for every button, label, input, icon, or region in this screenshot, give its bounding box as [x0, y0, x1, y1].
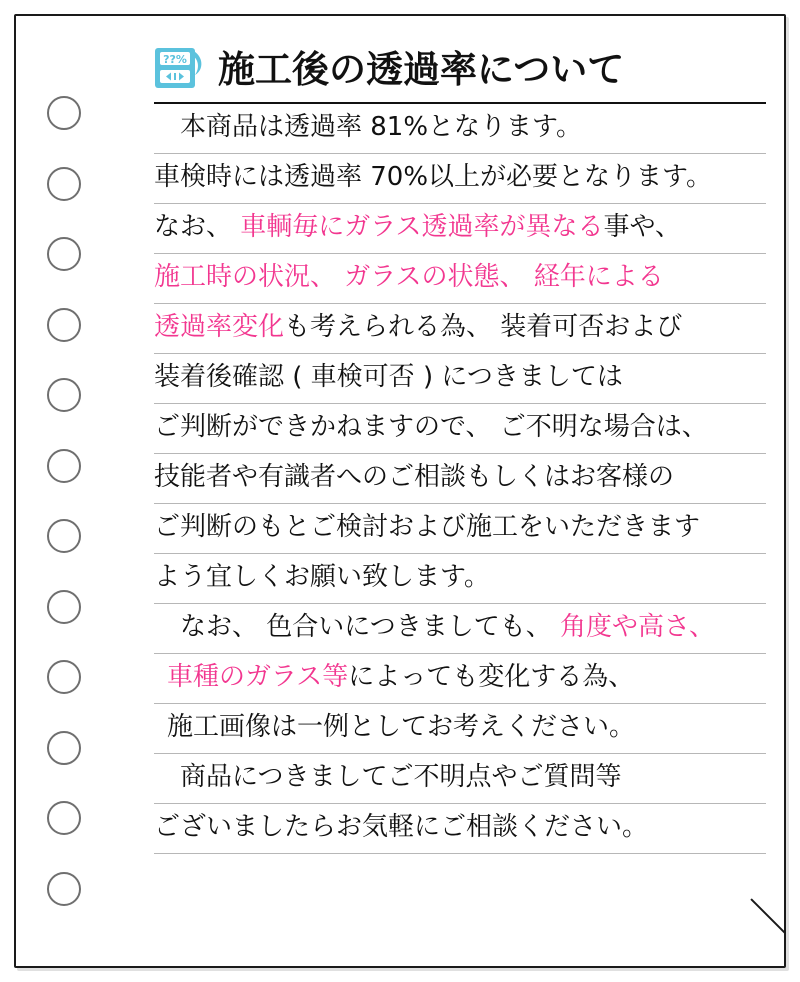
- text-line: [154, 754, 766, 804]
- line-segment: 事や、: [603, 211, 681, 242]
- line-segment: なお、 色合いにつきましても、: [180, 611, 552, 642]
- text-line: [154, 804, 766, 854]
- svg-text:??%: ??%: [163, 53, 187, 66]
- punch-hole: [47, 308, 81, 342]
- line-segment-highlight: 車種のガラス等: [167, 661, 349, 692]
- text-line: [154, 404, 766, 454]
- text-line: [154, 354, 766, 404]
- line-segment: 装着後確認 ( 車検可否 ) につきましては: [154, 361, 623, 392]
- text-line: [154, 504, 766, 554]
- punch-hole: [47, 590, 81, 624]
- line-segment: 本商品は透過率 81%となります。: [180, 111, 582, 142]
- punch-hole: [47, 731, 81, 765]
- text-line: [154, 454, 766, 504]
- text-line: [154, 154, 766, 204]
- paper-sheet: [14, 14, 786, 968]
- line-segment-highlight: 施工時の状況、 ガラスの状態、 経年による: [154, 261, 664, 292]
- punch-hole-column: [36, 96, 92, 906]
- line-segment: によっても変化する為、: [348, 661, 635, 692]
- line-segment: 施工画像は一例としてお考えください。: [167, 711, 636, 742]
- line-segment-highlight: 車輌毎にガラス透過率が異なる: [232, 211, 604, 242]
- ruled-text-block: [154, 104, 766, 854]
- line-segment: 技能者や有識者へのご相談もしくはお客様の: [154, 461, 675, 492]
- line-segment: 商品につきましてご不明点やご質問等: [180, 761, 622, 792]
- text-line: [154, 604, 766, 654]
- line-segment: 車検時には透過率 70%以上が必要となります。: [154, 161, 712, 192]
- text-line: [154, 554, 766, 604]
- punch-hole: [47, 660, 81, 694]
- punch-hole: [47, 519, 81, 553]
- line-segment: なお、: [154, 211, 233, 242]
- line-segment-highlight: 透過率変化: [154, 311, 285, 342]
- text-line: [154, 254, 766, 304]
- punch-hole: [47, 872, 81, 906]
- punch-hole: [47, 96, 81, 130]
- punch-hole: [47, 449, 81, 483]
- punch-hole: [47, 801, 81, 835]
- text-line: [154, 204, 766, 254]
- punch-hole: [47, 237, 81, 271]
- text-line: [154, 304, 766, 354]
- line-segment-highlight: 角度や高さ、: [551, 611, 715, 642]
- line-segment: よう宜しくお願い致します。: [154, 561, 490, 592]
- line-segment: ございましたらお気軽にご相談ください。: [154, 811, 649, 842]
- text-line: [154, 704, 766, 754]
- document-header: [154, 42, 766, 104]
- document-content: [154, 42, 766, 854]
- line-segment: ご判断ができかねますので、 ご不明な場合は、: [154, 411, 708, 442]
- transparency-meter-icon: [154, 42, 208, 96]
- text-line: [154, 104, 766, 154]
- text-line: [154, 654, 766, 704]
- punch-hole: [47, 378, 81, 412]
- punch-hole: [47, 167, 81, 201]
- line-segment: ご判断のもとご検討および施工をいただきます: [154, 511, 701, 542]
- page-corner-line: [750, 898, 785, 933]
- page-title: 施工後の透過率について: [218, 47, 625, 91]
- line-segment: も考えられる為、 装着可否および: [284, 311, 683, 342]
- page-corner-fold: [751, 933, 786, 968]
